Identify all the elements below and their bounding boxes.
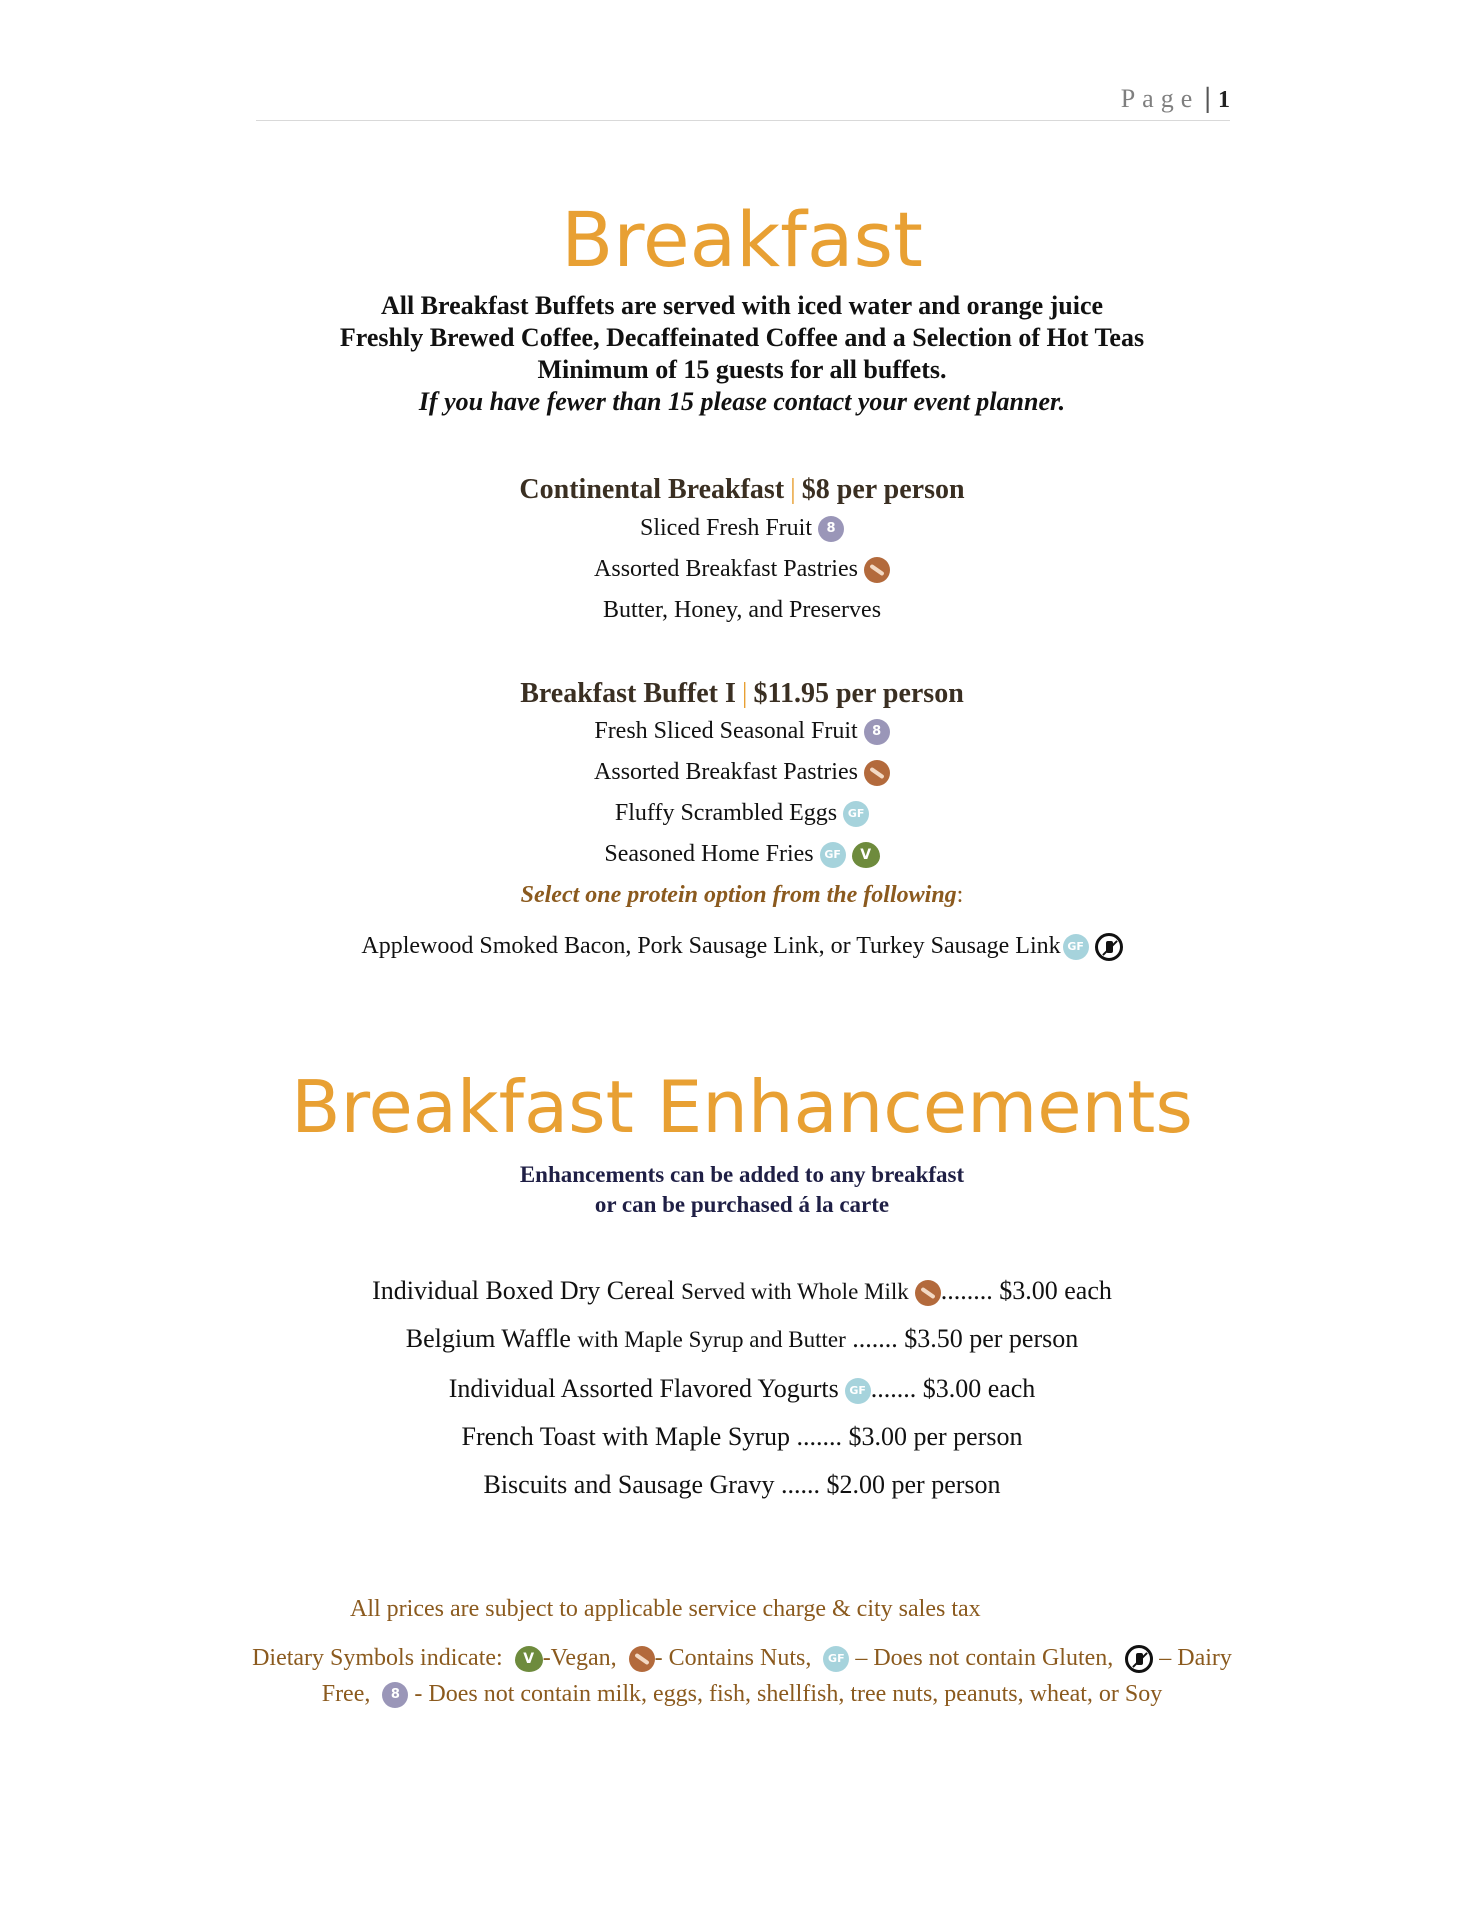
item-label: Assorted Breakfast Pastries	[594, 556, 858, 582]
item-label: Butter, Honey, and Preserves	[602, 597, 882, 623]
gluten-free-icon: GF	[820, 842, 846, 868]
list-item	[0, 515, 1484, 542]
dietary-legend-line-1	[0, 1640, 1484, 1676]
item-label: Fluffy Scrambled Eggs	[614, 800, 838, 826]
protein-options-text: Applewood Smoked Bacon, Pork Sausage Link, or Turkey Sausage Link	[361, 933, 1061, 959]
breakfast-title: Breakfast	[561, 195, 923, 284]
list-item	[0, 597, 1484, 624]
buffet-1-separator: |	[741, 678, 748, 709]
legend-allergen: - Does not contain milk, eggs, fish, shellfish, tree nuts, peanuts, wheat, or Soy	[414, 1681, 1163, 1707]
enhancement-name: Individual Boxed Dry Cereal	[372, 1276, 675, 1305]
item-label: Assorted Breakfast Pastries	[594, 759, 858, 785]
enhancement-name: Belgium Waffle	[405, 1324, 571, 1353]
dietary-legend-line-2	[0, 1676, 1484, 1712]
legend-nuts: - Contains Nuts,	[654, 1645, 812, 1671]
prices-note: All prices are subject to applicable service charge & city sales tax	[350, 1596, 981, 1622]
page-separator: |	[1203, 84, 1212, 114]
intro-line-3: Minimum of 15 guests for all buffets.	[537, 355, 947, 384]
contains-nuts-icon	[864, 760, 890, 786]
continental-price: $8 per person	[801, 474, 965, 505]
enhancements-title: Breakfast Enhancements	[291, 1065, 1193, 1149]
item-label: Sliced Fresh Fruit	[640, 515, 812, 541]
enhancement-name: Biscuits and Sausage Gravy	[483, 1470, 775, 1499]
enhancement-name: French Toast with Maple Syrup	[461, 1422, 790, 1451]
continental-separator: |	[790, 474, 796, 505]
legend-dairy-2: Free,	[321, 1681, 371, 1707]
list-item	[0, 759, 1484, 786]
protein-options	[0, 933, 1484, 961]
contains-nuts-icon	[629, 1646, 655, 1672]
enhancement-item	[0, 1374, 1484, 1404]
item-label: Fresh Sliced Seasonal Fruit	[594, 718, 858, 744]
intro-note: If you have fewer than 15 please contact your event planner.	[418, 387, 1066, 416]
dairy-free-icon	[1125, 1645, 1153, 1673]
list-item	[0, 841, 1484, 868]
enhancement-item	[0, 1422, 1484, 1452]
vegan-icon: V	[515, 1646, 543, 1672]
dietary-legend	[0, 1640, 1484, 1712]
contains-nuts-icon	[915, 1280, 941, 1306]
buffet-1-name: Breakfast Buffet I	[520, 678, 736, 709]
enhancement-item	[0, 1276, 1484, 1306]
gluten-free-icon: GF	[843, 801, 869, 827]
allergen-free-icon: 8	[382, 1682, 408, 1708]
continental-name: Continental Breakfast	[519, 474, 785, 505]
enhancements-subtitle	[0, 1160, 1484, 1220]
allergen-free-icon: 8	[818, 516, 844, 542]
buffet-1-price: $11.95 per person	[753, 678, 964, 709]
page-word: Page	[1120, 84, 1200, 113]
page-header	[256, 84, 1230, 121]
gluten-free-icon: GF	[1063, 934, 1089, 960]
legend-vegan: -Vegan,	[542, 1645, 617, 1671]
vegan-icon: V	[852, 842, 880, 868]
enhancements-subtitle-2: or can be purchased á la carte	[594, 1192, 890, 1217]
enhancement-item	[0, 1470, 1484, 1500]
intro-line-1: All Breakfast Buffets are served with iced water and orange juice	[380, 291, 1104, 320]
contains-nuts-icon	[864, 557, 890, 583]
enhancement-price: ........ $3.00 each	[940, 1276, 1112, 1305]
intro-line-2: Freshly Brewed Coffee, Decaffeinated Coffee and a Selection of Hot Teas	[339, 323, 1145, 352]
allergen-free-icon: 8	[864, 719, 890, 745]
breakfast-intro	[0, 290, 1484, 418]
protein-select-prompt	[0, 882, 1484, 909]
enhancement-detail: with Maple Syrup and Butter	[577, 1327, 846, 1352]
legend-gluten: – Does not contain Gluten,	[855, 1645, 1114, 1671]
continental-heading	[0, 474, 1484, 506]
item-label: Seasoned Home Fries	[604, 841, 814, 867]
dairy-free-icon	[1095, 933, 1123, 961]
legend-intro: Dietary Symbols indicate:	[252, 1645, 503, 1671]
gluten-free-icon: GF	[823, 1646, 849, 1672]
enhancement-name: Individual Assorted Flavored Yogurts	[448, 1374, 839, 1403]
enhancements-subtitle-1: Enhancements can be added to any breakfast	[519, 1162, 965, 1187]
enhancement-item	[0, 1324, 1484, 1354]
page-number: 1	[1218, 87, 1230, 113]
enhancement-price: ....... $3.50 per person	[852, 1324, 1079, 1353]
legend-dairy: – Dairy	[1159, 1645, 1232, 1671]
enhancement-price: ....... $3.00 each	[870, 1374, 1036, 1403]
buffet-1-heading	[0, 678, 1484, 710]
enhancement-price: ...... $2.00 per person	[781, 1470, 1001, 1499]
enhancement-detail: Served with Whole Milk	[681, 1279, 909, 1304]
list-item	[0, 556, 1484, 583]
select-prompt-text: Select one protein option from the following	[520, 882, 957, 908]
select-prompt-colon: :	[956, 882, 964, 908]
enhancement-price: ....... $3.00 per person	[796, 1422, 1023, 1451]
list-item	[0, 800, 1484, 827]
list-item	[0, 718, 1484, 745]
gluten-free-icon: GF	[845, 1378, 871, 1404]
